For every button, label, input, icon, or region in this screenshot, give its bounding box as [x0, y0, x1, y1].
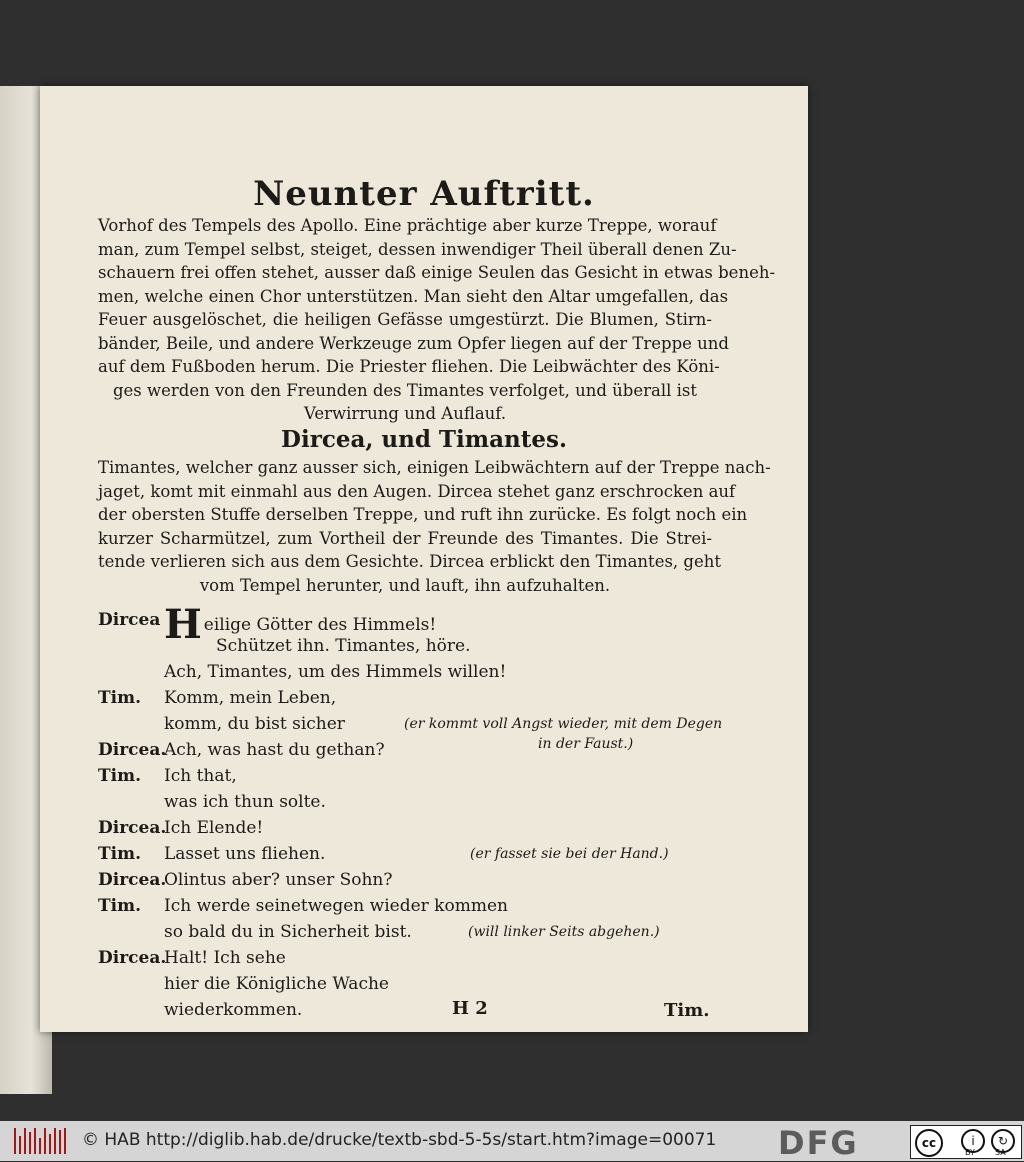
by-label: BY [965, 1148, 975, 1157]
book-page [40, 86, 808, 1032]
stage-line: vom Tempel herunter, und lauft, ihn aufzuhalten. [199, 575, 611, 595]
verse-line: wiederkommen. [164, 1000, 303, 1020]
dfg-logo[interactable]: DFG [778, 1124, 859, 1162]
hab-logo-icon[interactable] [14, 1128, 66, 1154]
verse-line: so bald du in Sicherheit bist. [164, 922, 412, 942]
stage-note: (er kommt voll Angst wieder, mit dem Degen [404, 716, 723, 732]
description-line: Feuer ausgelöschet, die heiligen Gefässe umgestürzt. Die Blumen, Stirn- [98, 310, 712, 329]
stage-line: tende verlieren sich aus dem Gesichte. Dircea erblickt den Timantes, geht [98, 552, 721, 571]
speaker-name: Dircea [98, 610, 161, 630]
verse-line: Olintus aber? unser Sohn? [164, 870, 393, 890]
copyright-link[interactable]: © HAB http://diglib.hab.de/drucke/textb-sbd-5-5s/start.htm?image=00071 [82, 1130, 717, 1150]
speaker-name: Dircea. [98, 740, 167, 760]
scene-description [98, 214, 776, 426]
stage-note: in der Faust.) [538, 736, 634, 752]
description-line: Vorhof des Tempels des Apollo. Eine prächtige aber kurze Treppe, worauf [98, 216, 717, 235]
description-line: men, welche einen Chor unterstützen. Man sieht den Altar umgefallen, das [98, 286, 729, 306]
cc-license-badge[interactable] [910, 1125, 1022, 1159]
verse-line: was ich thun solte. [164, 792, 326, 812]
verse-line: hier die Königliche Wache [164, 974, 389, 994]
verse-line: Ach, was hast du gethan? [164, 740, 385, 760]
stage-line: Timantes, welcher ganz ausser sich, einigen Leibwächtern auf der Treppe nach- [98, 458, 771, 477]
description-line: schauern frei offen stehet, ausser daß einige Seulen das Gesicht in etwas beneh- [98, 263, 776, 282]
description-line: man, zum Tempel selbst, steiget, dessen inwendiger Theil überall denen Zu- [98, 239, 737, 259]
speaker-name: Tim. [98, 688, 142, 708]
description-line: auf dem Fußboden herum. Die Priester fliehen. Die Leibwächter des Köni- [98, 357, 720, 376]
verse-text: eilige Götter des Himmels! [203, 615, 437, 635]
verse-line: Schützet ihn. Timantes, höre. [216, 636, 471, 656]
stage-line: der obersten Stuffe derselben Treppe, und ruft ihn zurücke. Es folgt noch ein [98, 505, 748, 524]
stage-line: jaget, komt mit einmahl aus den Augen. Dircea stehet ganz erschrocken auf [98, 481, 736, 501]
stage-note: (will linker Seits abgehen.) [468, 924, 660, 940]
verse-line: Ich Elende! [164, 818, 264, 838]
verse-line: Ich werde seinetwegen wieder kommen [164, 896, 508, 916]
share-alike-icon: ↻ [991, 1129, 1015, 1153]
attribution-icon: i [961, 1129, 985, 1153]
verse-line: Ach, Timantes, um des Himmels willen! [164, 662, 507, 682]
footer-bar [0, 1121, 1024, 1161]
speaker-name: Tim. [98, 896, 142, 916]
stage-direction [98, 456, 771, 597]
stage-note: (er fasset sie bei der Hand.) [470, 846, 669, 862]
signature-mark: H 2 [452, 998, 488, 1019]
verse-line: Halt! Ich sehe [164, 948, 286, 968]
speaker-name: Dircea. [98, 818, 167, 838]
speaker-name: Dircea. [98, 870, 167, 890]
sa-label: SA [995, 1148, 1006, 1157]
cc-icon: cc [915, 1129, 943, 1157]
speaker-name: Tim. [98, 844, 142, 864]
verse-line: Ich that, [164, 766, 237, 786]
characters-heading: Dircea, und Timantes. [281, 426, 567, 453]
speaker-name: Tim. [98, 766, 142, 786]
speaker-name: Dircea. [98, 948, 167, 968]
catchword: Tim. [664, 1000, 710, 1021]
stage-line: kurzer Scharmützel, zum Vortheil der Freunde des Timantes. Die Strei- [98, 528, 712, 548]
verse-line: Komm, mein Leben, [164, 688, 337, 708]
description-line: Verwirrung und Auflauf. [303, 404, 507, 423]
verse-line: Lasset uns fliehen. [164, 844, 326, 864]
description-line: ges werden von den Freunden des Timantes verfolget, und überall ist [112, 380, 698, 400]
verse-line: komm, du bist sicher [164, 714, 345, 734]
drop-cap: H [164, 601, 202, 648]
page-title: Neunter Auftritt. [253, 174, 595, 214]
description-line: bänder, Beile, und andere Werkzeuge zum Opfer liegen auf der Treppe und [98, 333, 729, 353]
